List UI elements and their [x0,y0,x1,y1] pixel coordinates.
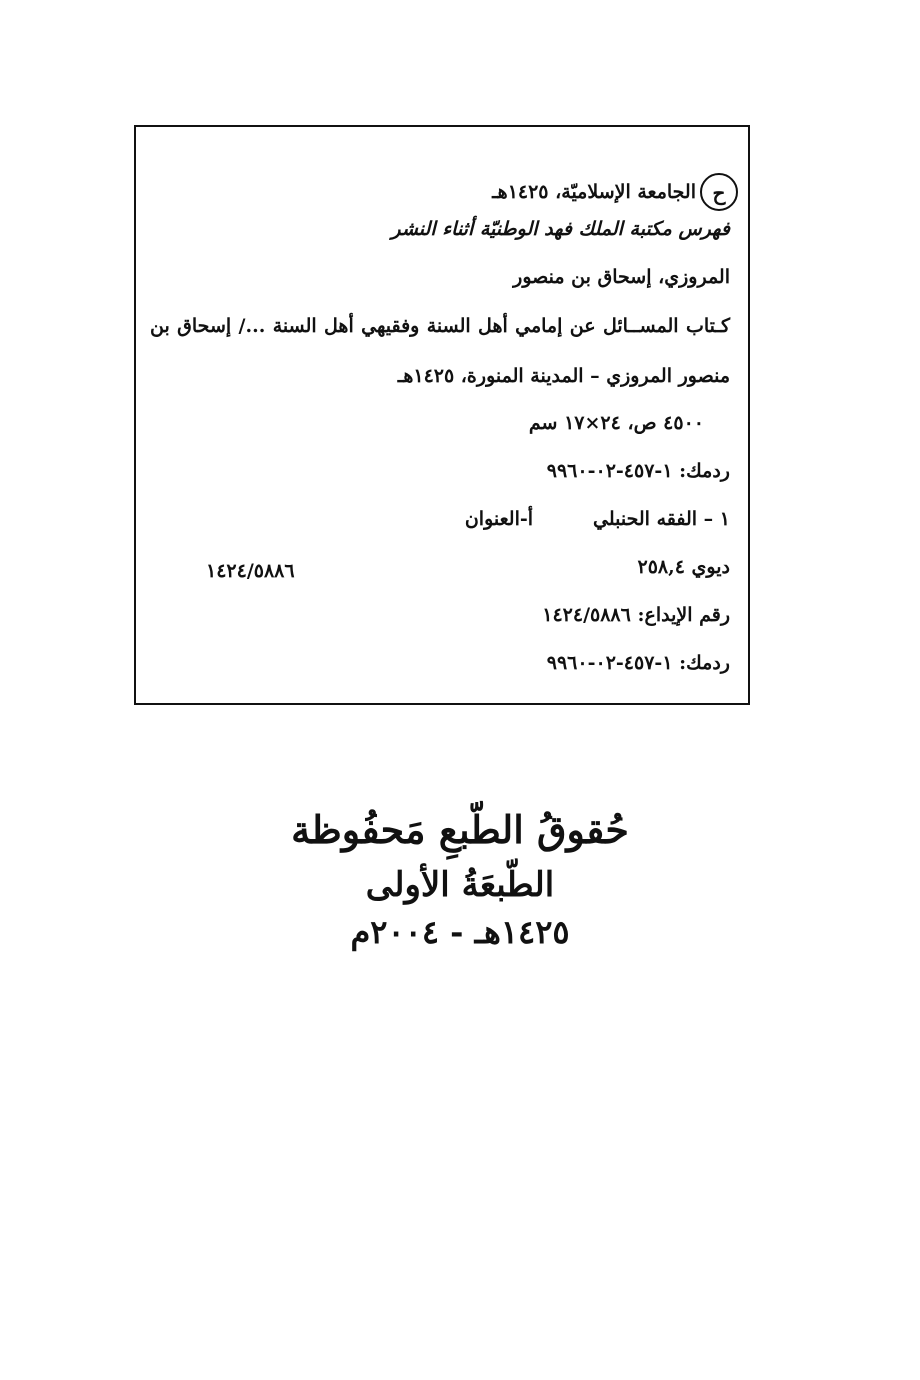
edition-year: ١٤٢٥هـ - ٢٠٠٤م [350,913,570,951]
cataloging-in-publication-box [134,125,750,705]
deposit-line: رقم الإيداع: ١٤٢٤/٥٨٨٦ [542,604,730,626]
book-description: كـتاب المســائل عن إمامي أهل السنة وفقيهي أهل السنة .../ إسحاق بن منصور المروزي – المدينة المنورة، ١٤٢٥هـ [150,315,730,387]
subject-2: أ-العنوان [464,508,534,530]
rights-reserved: حُقوقُ الطّبعِ مَحفُوظة [291,807,629,852]
publisher-line [492,171,738,212]
deposit-number-short: ١٤٢٤/٥٨٨٦ [206,560,295,582]
author-line: المروزي، إسحاق بن منصور [513,266,730,288]
extent-line: ٤٥٠٠ ص، ٢٤×١٧ سم [528,412,704,434]
isbn-line-1: ردمك: ١-٤٥٧-٠٢-٩٩٦٠ [546,460,730,482]
isbn-line-2: ردمك: ١-٤٥٧-٠٢-٩٩٦٠ [546,652,730,674]
subjects-line [465,505,730,533]
subject-1: ١ – الفقه الحنبلي [593,508,730,530]
dewey-line: ديوي ٢٥٨,٤ [637,556,730,578]
catalog-title: فهرس مكتبة الملك فهد الوطنيّة أثناء النشر [391,218,730,240]
publisher-text: الجامعة الإسلاميّة، ١٤٢٥هـ [492,181,696,203]
edition-label: الطّبعَةُ الأولى [365,865,555,905]
circle-letter-badge: ح [700,173,738,211]
